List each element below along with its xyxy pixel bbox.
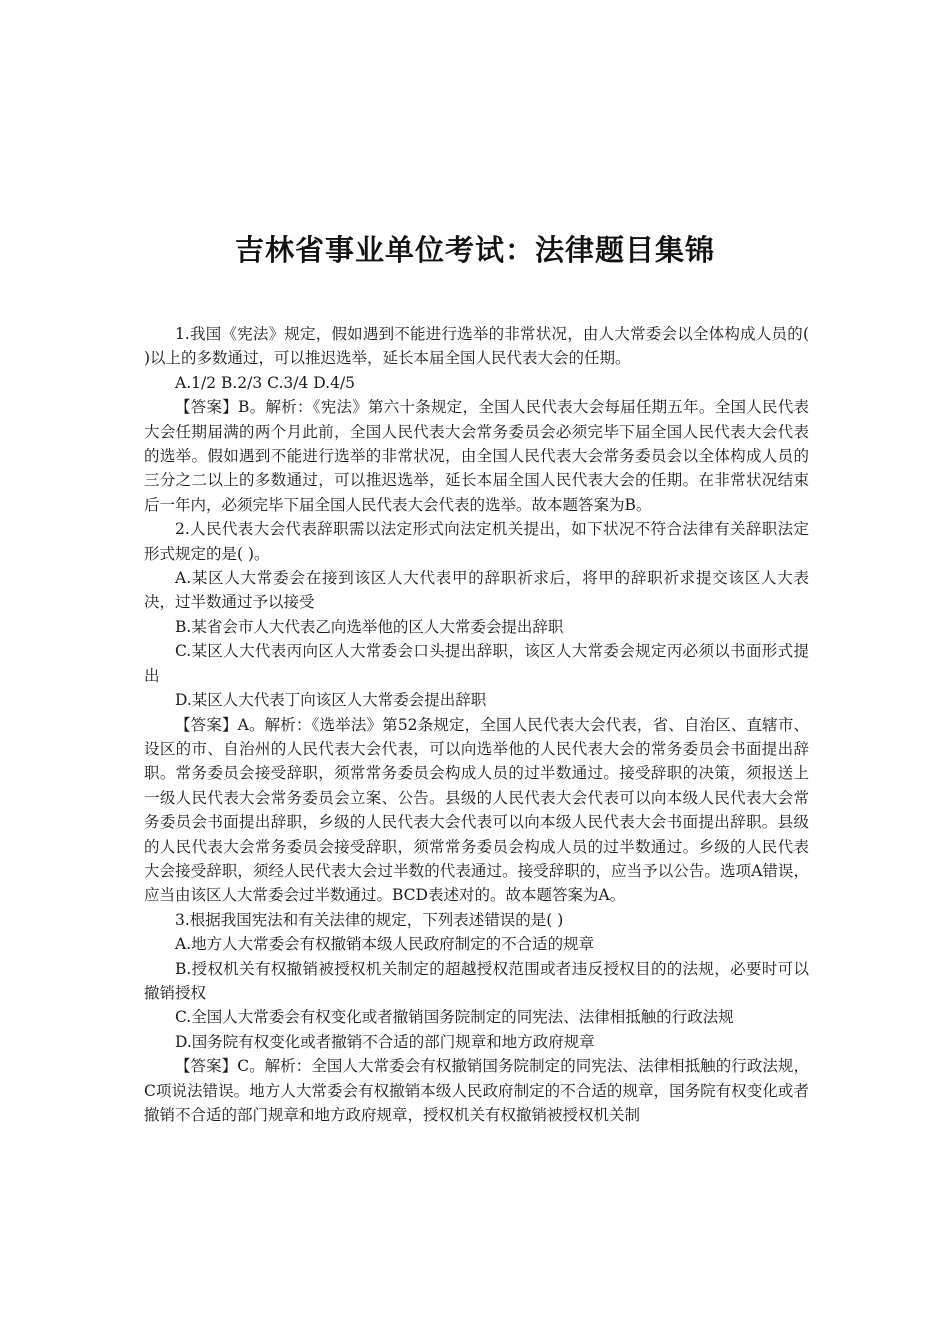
question-1-options: A.1/2 B.2/3 C.3/4 D.4/5 (175, 373, 356, 392)
document-body (144, 322, 809, 1127)
question-2-option-a: A.某区人大常委会在接到该区人大代表甲的辞职祈求后，将甲的辞职祈求提交该区人大表决，过半数通过予以接受 (144, 569, 809, 612)
question-1-answer: 【答案】B。解析：《宪法》第六十条规定，全国人民代表大会每届任期五年。全国人民代表大会任期届满的两个月此前，全国人民代表大会常务委员会必须完毕下届全国人民代表大会代表的选举。假如遇到不能进行选举的非常状况，由全国人民代表大会常务委员会以全体构成人员的三分之二以上的多数通过，可以推迟选举，延长本届全国人民代表大会的任期。在非常状况结束后一年内，必须完毕下届全国人民代表大会代表的选举。故本题答案为B。 (144, 398, 809, 514)
question-2-answer: 【答案】A。解析：《选举法》第52条规定，全国人民代表大会代表，省、自治区、直辖市、设区的市、自治州的人民代表大会代表，可以向选举他的人民代表大会的常务委员会书面提出辞职。常务委员会接受辞职，须常常务委员会构成人员的过半数通过。接受辞职的决策，须报送上一级人民代表大会常务委员会立案、公告。县级的人民代表大会代表可以向本级人民代表大会常务委员会书面提出辞职，乡级的人民代表大会代表可以向本级人民代表大会书面提出辞职。县级的人民代表大会常务委员会接受辞职，须常常务委员会构成人员的过半数通过。乡级的人民代表大会接受辞职，须经人民代表大会过半数的代表通过。接受辞职的，应当予以公告。选项A错误，应当由该区人大常委会过半数通过。BCD表述对的。故本题答案为A。 (144, 715, 809, 905)
question-2-option-d: D.某区人大代表丁向该区人大常委会提出辞职 (175, 691, 487, 710)
question-1-stem: 1.我国《宪法》规定，假如遇到不能进行选举的非常状况，由人大常委会以全体构成人员的( )以上的多数通过，可以推迟选举，延长本届全国人民代表大会的任期。 (144, 325, 809, 368)
question-2-stem: 2.人民代表大会代表辞职需以法定形式向法定机关提出，如下状况不符合法律有关辞职法定形式规定的是( )。 (144, 520, 809, 563)
question-3-option-c: C.全国人大常委会有权变化或者撤销国务院制定的同宪法、法律相抵触的行政法规 (175, 1008, 734, 1027)
document-title: 吉林省事业单位考试：法律题目集锦 (234, 233, 715, 267)
question-3-answer: 【答案】C。解析：全国人大常委会有权撤销国务院制定的同宪法、法律相抵触的行政法规，C项说法错误。地方人大常委会有权撤销本级人民政府制定的不合适的规章，国务院有权变化或者撤销不合适的部门规章和地方政府规章，授权机关有权撤销被授权机关制 (144, 1057, 809, 1124)
question-3-option-a: A.地方人大常委会有权撤销本级人民政府制定的不合适的规章 (175, 935, 595, 954)
question-2-option-c: C.某区人大代表丙向区人大常委会口头提出辞职，该区人大常委会规定丙必须以书面形式提出 (144, 642, 809, 685)
question-3-stem: 3.根据我国宪法和有关法律的规定，下列表述错误的是( ) (175, 910, 564, 929)
question-2-option-b: B.某省会市人大代表乙向选举他的区人大常委会提出辞职 (175, 617, 564, 636)
question-3-option-b: B.授权机关有权撤销被授权机关制定的超越授权范围或者违反授权目的的法规，必要时可以撤销授权 (144, 959, 809, 1002)
question-3-option-d: D.国务院有权变化或者撤销不合适的部门规章和地方政府规章 (175, 1032, 595, 1051)
